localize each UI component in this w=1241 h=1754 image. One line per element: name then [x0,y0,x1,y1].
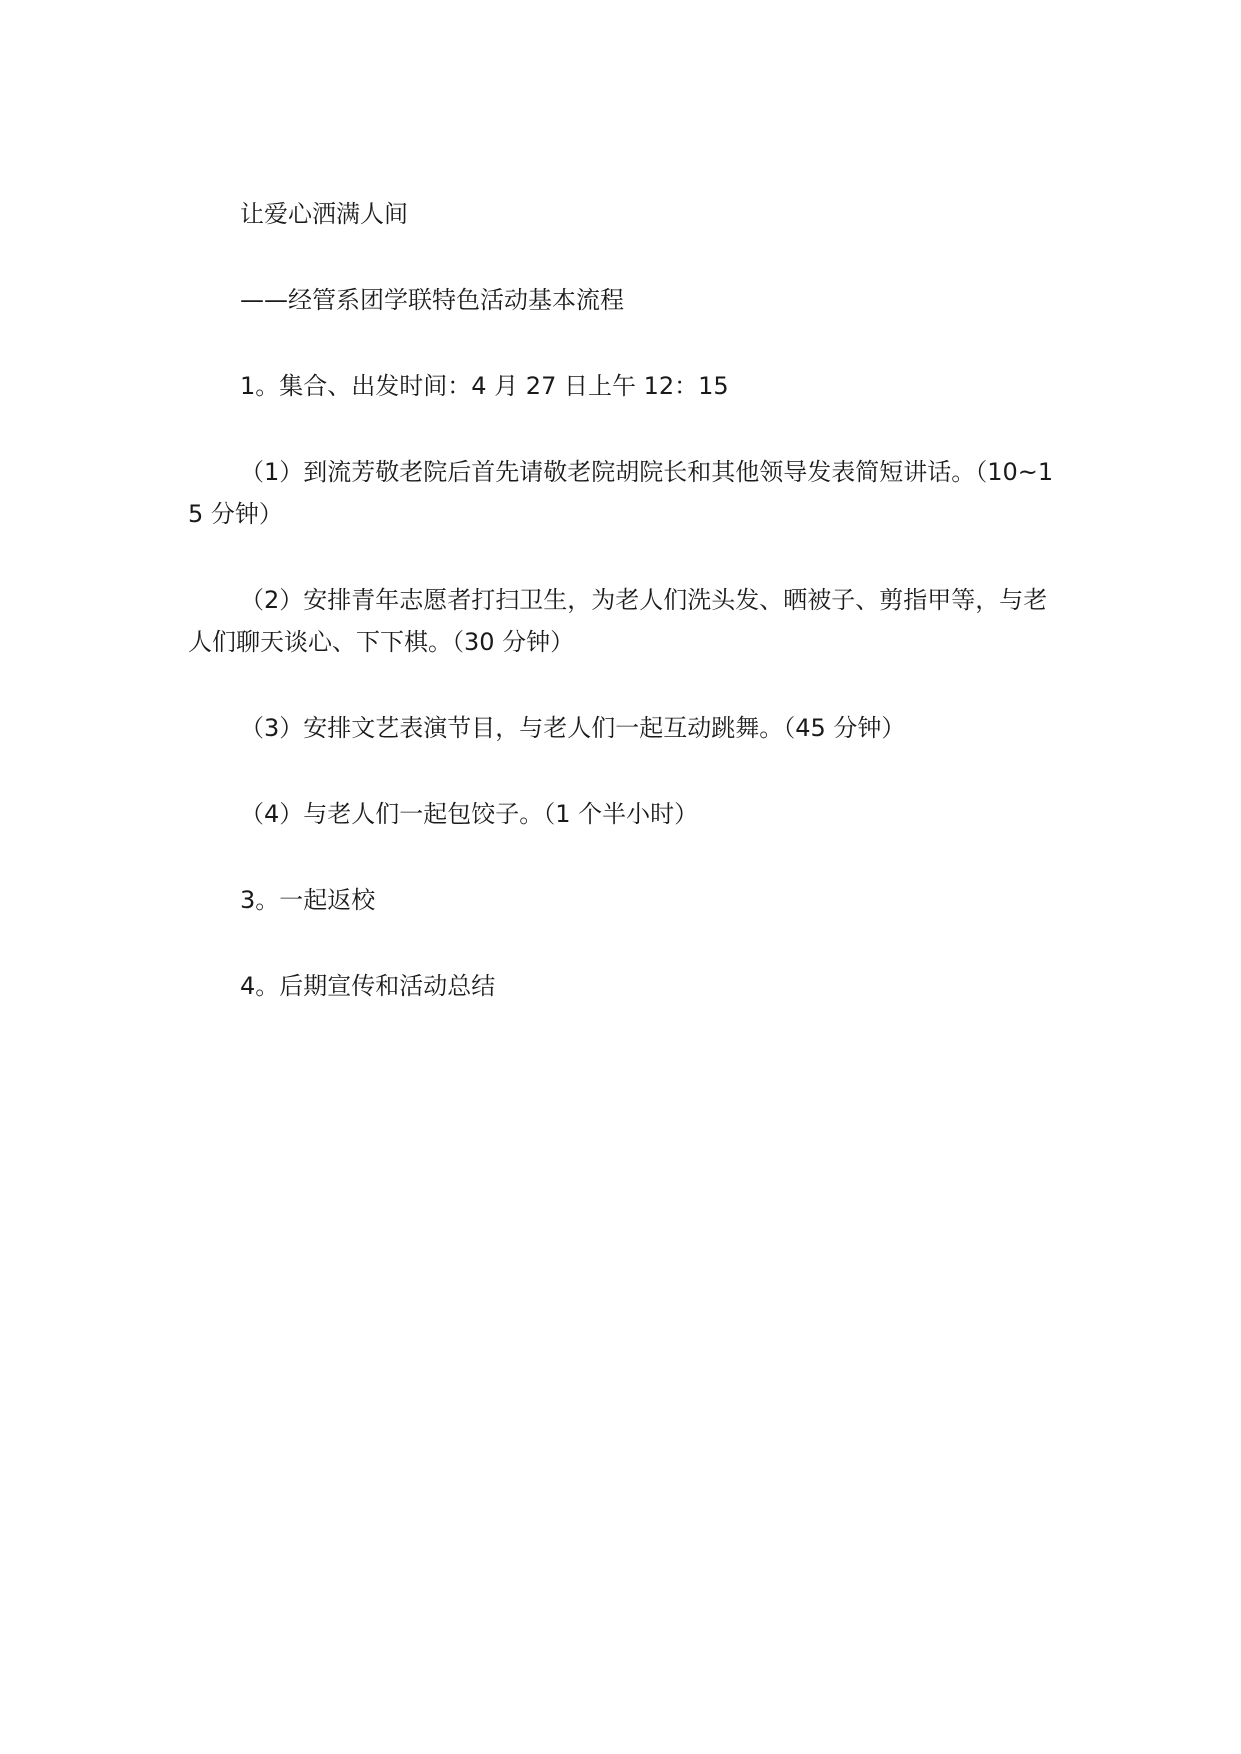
schedule-subitem-4: （4）与老人们一起包饺子。（1 个半小时） [240,800,699,828]
document-subtitle: ——经管系团学联特色活动基本流程 [240,286,624,314]
schedule-subitem-1: （1）到流芳敬老院后首先请敬老院胡院长和其他领导发表简短讲话。（10~15 分钟） [188,458,1054,528]
schedule-item-4: 4。后期宣传和活动总结 [240,972,496,1000]
schedule-subitem-2: （2）安排青年志愿者打扫卫生，为老人们洗头发、晒被子、剪指甲等，与老人们聊天谈心、下下棋。（30 分钟） [188,586,1048,656]
schedule-subitem-3: （3）安排文艺表演节目，与老人们一起互动跳舞。（45 分钟） [240,714,906,742]
schedule-item-3: 3。一起返校 [240,886,376,914]
document-title: 让爱心洒满人间 [240,200,408,228]
schedule-item-1: 1。集合、出发时间：4 月 27 日上午 12：15 [240,372,729,400]
document-body [188,193,1058,1051]
